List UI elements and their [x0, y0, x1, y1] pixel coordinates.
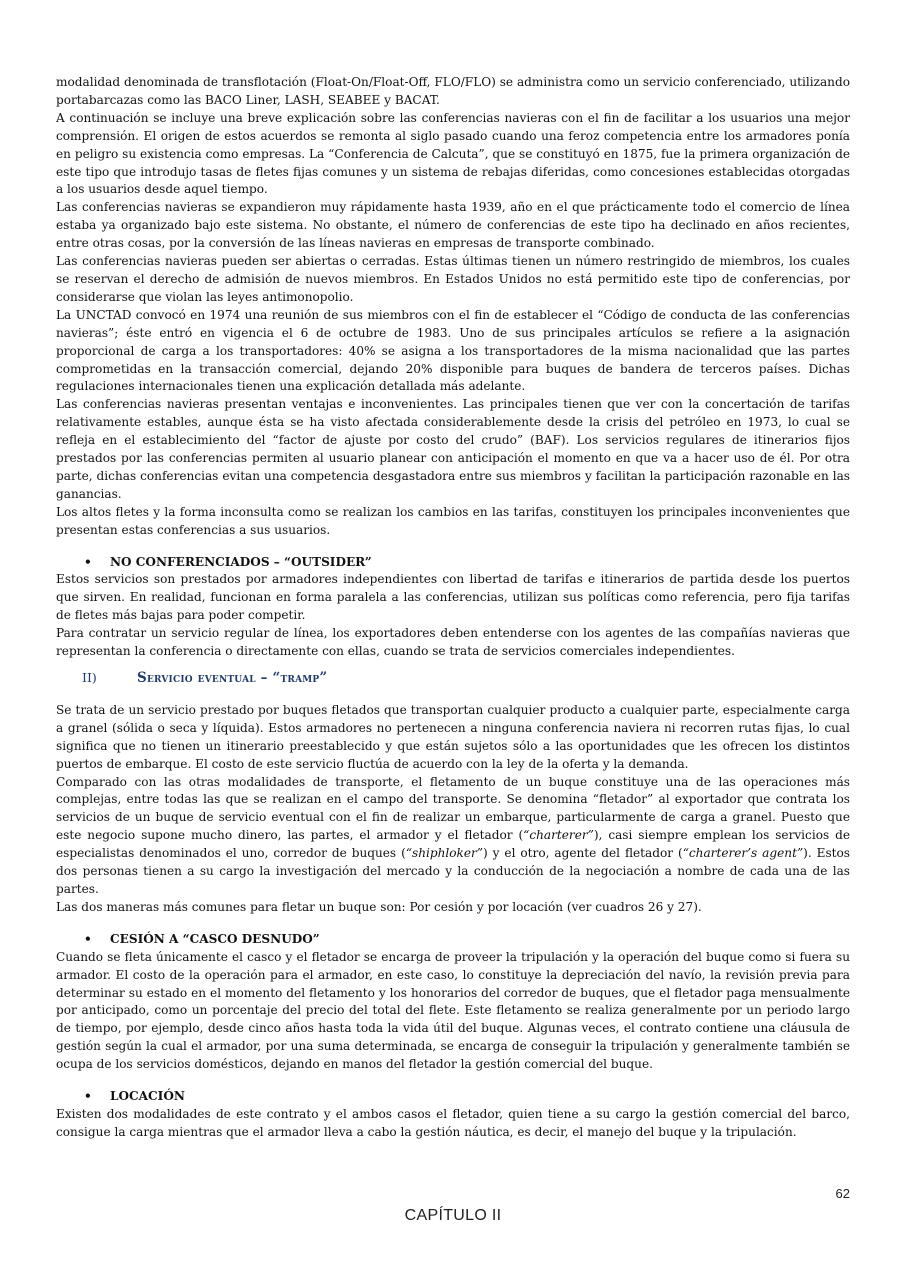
section-number: II)	[82, 670, 97, 685]
document-body	[56, 74, 850, 1142]
paragraph: Estos servicios son prestados por armadores independientes con libertad de tarifas e itinerarios de partida desde los puertos que sirven. En realidad, funcionan en forma paralela a las conferencias, utilizan sus políticas como referencia, pero fija tarifas de fletes más bajas para poder competir.	[56, 572, 850, 623]
italic-term: “charterer’s agent”	[682, 846, 804, 861]
section-heading	[56, 669, 850, 688]
paragraph: Los altos fletes y la forma inconsulta como se realizan los cambios en las tarifas, constituyen los principales inconvenientes que presentan estas conferencias a sus usuarios.	[56, 504, 850, 537]
paragraph: La UNCTAD convocó en 1974 una reunión de sus miembros con el fin de establecer el “Código de conducta de las conferencias navieras”; éste entró en vigencia el 6 de octubre de 1983. Uno de sus principales artículos se refiere a la asignación proporcional de carga a los transportadores: 40% se asigna a los transportadores de la misma nacionalidad que las partes comprometidas en la transacción comercial, dejando 20% disponible para buques de bandera de terceros países. Dichas regulaciones internacionales tienen una explicación detallada más adelante.	[56, 307, 850, 394]
bullet-heading-label: NO CONFERENCIADOS – “OUTSIDER”	[110, 554, 372, 569]
chapter-footer: CAPÍTULO II	[404, 1207, 502, 1224]
bullet-heading-outsider	[56, 554, 850, 572]
italic-term: “shiphloker”	[405, 846, 483, 861]
paragraph: Las conferencias navieras presentan ventajas e inconvenientes. Las principales tienen que ver con la concertación de tarifas relativamente estables, aunque ésta se ha visto afectada considerablemente desde la crisis del petróleo en 1973, lo cual se refleja en el establecimiento del “factor de ajuste por costo del crudo” (BAF). Los servicios regulares de itinerarios fijos prestados por las conferencias permiten al usuario planear con anticipación el momento en que va a hacer uso de él. Por otra parte, dichas conferencias evitan una competencia desgastadora entre sus miembros y facilitan la participación razonable en las ganancias.	[56, 397, 850, 501]
text-run: Comparado con las otras modalidades de transporte, el fletamento de un buque constituye una de las operaciones más complejas, entre todas las que se realizan en el campo del transporte. Se denomina “fletador” al exportador que contrata los servicios de un buque de servicio eventual con el fin de realizar un embarque, particularmente de carga a granel. Puesto que este negocio supone mucho dinero, las partes, el armador y el fletador (	[56, 774, 850, 843]
paragraph: Existen dos modalidades de este contrato y el ambos casos el fletador, quien tiene a su cargo la gestión comercial del barco, consigue la carga mientras que el armador lleva a cabo la gestión náutica, es decir, el manejo del buque y la tripulación.	[56, 1106, 850, 1139]
bullet-heading-cesion	[56, 931, 850, 949]
spacer	[56, 688, 850, 702]
bullet-heading-locacion	[56, 1088, 850, 1106]
spacer	[56, 540, 850, 554]
bullet-heading-label: CESIÓN A “CASCO DESNUDO”	[110, 931, 320, 946]
paragraph: Para contratar un servicio regular de línea, los exportadores deben entenderse con los agentes de las compañías navieras que representan la conferencia o directamente con ellas, cuando se trata de servicios comerciales independientes.	[56, 626, 850, 659]
paragraph: Las dos maneras más comunes para fletar un buque son: Por cesión y por locación (ver cuadros 26 y 27).	[56, 899, 702, 914]
bullet-icon: •	[84, 554, 92, 569]
paragraph: modalidad denominada de transflotación (Float-On/Float-Off, FLO/FLO) se administra como un servicio conferenciado, utilizando portabarcazas como las BACO Liner, LASH, SEABEE y BACAT.	[56, 75, 850, 107]
text-run: ) y el otro, agente del fletador (	[483, 846, 683, 861]
paragraph: Cuando se fleta únicamente el casco y el fletador se encarga de proveer la tripulación y la operación del buque como si fuera su armador. El costo de la operación para el armador, en este caso, lo constituye la depreciación del navío, la revisión previa para determinar su estado en el momento del fletamento y los honorarios del corredor de buques, que el fletador paga mensualmente por anticipado, como un porcentaje del precio del total del flete. Este fletamento se realiza generalmente por un periodo largo de tiempo, por ejemplo, desde cinco años hasta toda la vida útil del buque. Algunas veces, el contrato contiene una cláusula de gestión según la cual el armador, por una suma determinada, se encarga de conseguir la tripulación y generalmente también se ocupa de los servicios domésticos, dejando en manos del fletador la gestión comercial del buque.	[56, 949, 850, 1072]
spacer	[56, 917, 850, 931]
paragraph: Las conferencias navieras pueden ser abiertas o cerradas. Estas últimas tienen un número restringido de miembros, los cuales se reservan el derecho de admisión de nuevos miembros. En Estados Unidos no está permitido este tipo de conferencias, por considerarse que violan las leyes antimonopolio.	[56, 254, 850, 304]
bullet-icon: •	[84, 931, 92, 946]
paragraph: A continuación se incluye una breve explicación sobre las conferencias navieras con el fin de facilitar a los usuarios una mejor comprensión. El origen de estos acuerdos se remonta al siglo pasado cuando una feroz competencia entre los armadores ponía en peligro su existencia como empresas. La “Conferencia de Calcuta”, que se constituyó en 1875, fue la primera organización de este tipo que introdujo tasas de fletes fijas comunes y un sistema de rebajas diferidas, como concesiones establecidas otorgadas a los usuarios desde aquel tiempo.	[56, 110, 850, 197]
section-title: Servicio eventual – “tramp”	[137, 670, 328, 686]
spacer	[56, 1074, 850, 1088]
bullet-heading-label: LOCACIÓN	[110, 1089, 185, 1104]
paragraph: Se trata de un servicio prestado por buques fletados que transportan cualquier producto a cualquier parte, especialmente carga a granel (sólida o seca y líquida). Estos armadores no pertenecen a ninguna conferencia naviera ni recorren rutas fijas, lo cual significa que no tienen un itinerario preestablecido y que están sujetos sólo a las oportunidades que les ofrecen los distintos puertos de embarque. El costo de este servicio fluctúa de acuerdo con la ley de la oferta y la demanda.	[56, 702, 850, 771]
text-run: ). Estos dos personas tienen a su cargo la investigación del mercado y la conducción de la negociación a nombre de cada una de las partes.	[56, 846, 851, 896]
text-run: ), casi siempre emplean los servicios de especialistas denominados el uno, corredor de buques (	[56, 828, 850, 861]
paragraph-mixed	[56, 774, 850, 899]
paragraph: Las conferencias navieras se expandieron muy rápidamente hasta 1939, año en el que prácticamente todo el comercio de línea estaba ya organizado bajo este sistema. No obstante, el número de conferencias de este tipo ha declinado en años recientes, entre otras cosas, por la conversión de las líneas navieras en empresas de transporte combinado.	[56, 200, 850, 251]
italic-term: “charterer”	[523, 828, 594, 843]
page-number: 62	[835, 1186, 850, 1201]
spacer	[56, 661, 850, 669]
bullet-icon: •	[84, 1089, 92, 1104]
